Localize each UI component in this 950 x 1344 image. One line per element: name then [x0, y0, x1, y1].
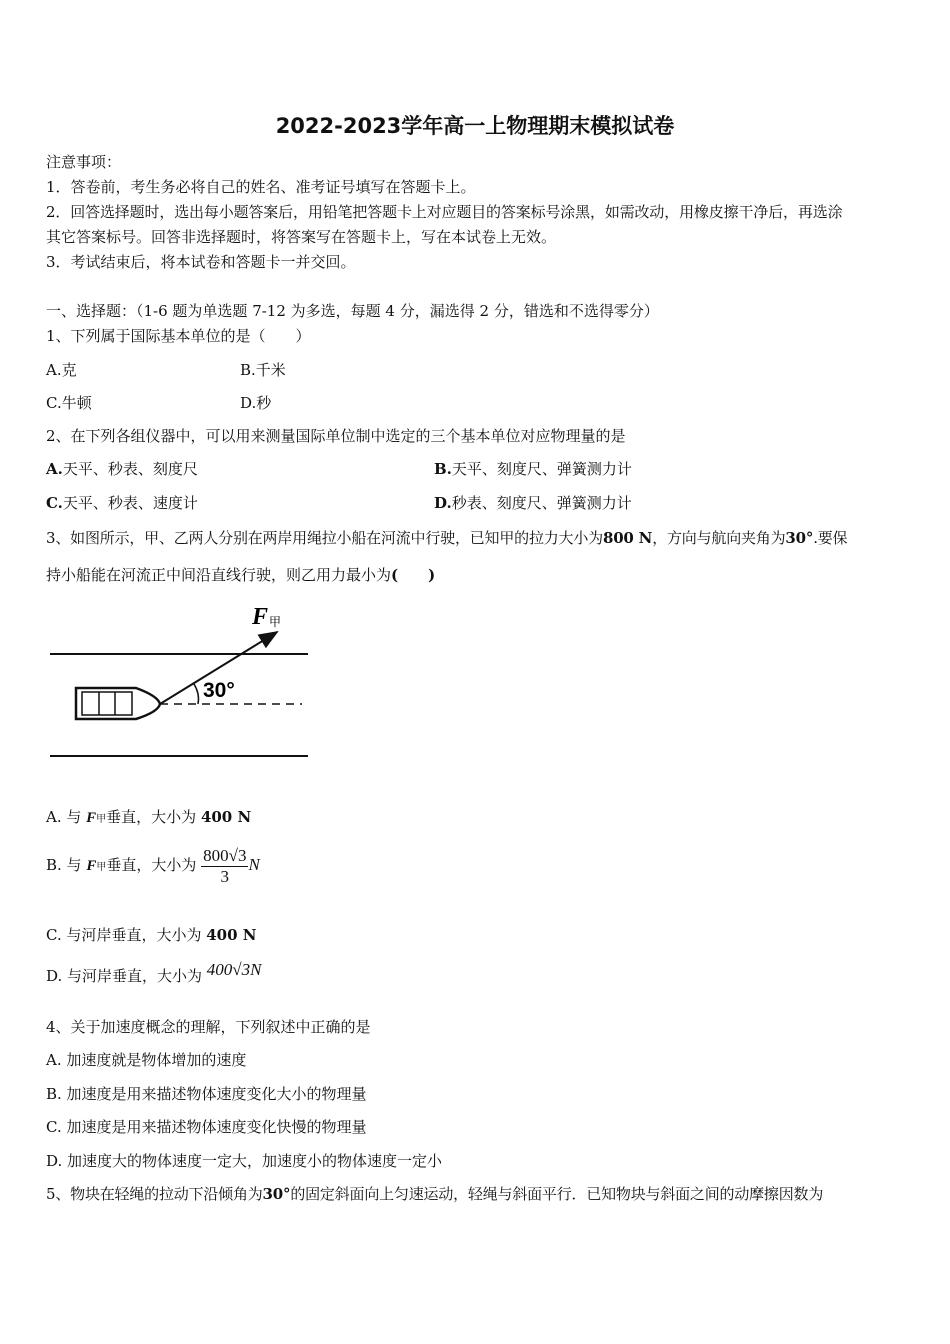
q4-option-a: A. 加速度就是物体增加的速度	[46, 1051, 247, 1069]
q1-option-a: A.克	[46, 361, 77, 379]
q1-option-b: B.千米	[240, 361, 286, 379]
q4-option-d: D. 加速度大的物体速度一定大，加速度小的物体速度一定小	[46, 1152, 443, 1170]
q2-option-d: D.秒表、刻度尺、弹簧测力计	[434, 494, 632, 512]
q4-stem: 4、关于加速度概念的理解，下列叙述中正确的是	[46, 1018, 371, 1036]
notice-item-2-cont: 其它答案标号。回答非选择题时，将答案写在答题卡上，写在本试卷上无效。	[46, 228, 557, 246]
angle-label: 30°	[203, 679, 235, 702]
notice-item-3: 3．考试结束后，将本试卷和答题卡一并交回。	[46, 253, 356, 271]
q1-option-c: C.牛顿	[46, 394, 92, 412]
q5-stem: 5、物块在轻绳的拉动下沿倾角为30°的固定斜面向上匀速运动，轻绳与斜面平行．已知物块与斜面之间的动摩擦因数为	[46, 1185, 824, 1203]
boat-river-diagram	[40, 598, 320, 763]
angle-arc	[194, 684, 199, 704]
q3-option-b: B. 与 F甲垂直，大小为 $\frac{800√3}{3}$ N	[46, 845, 260, 886]
notice-heading: 注意事项：	[46, 153, 122, 171]
q2-option-b: B.天平、刻度尺、弹簧测力计	[434, 460, 632, 478]
q1-stem: 1、下列属于国际基本单位的是（ ）	[46, 327, 311, 345]
force-subscript: 甲	[269, 615, 282, 629]
section-heading: 一、选择题：（1-6 题为单选题 7-12 为多选，每题 4 分，漏选得 2 分，错选和不选得零分）	[46, 302, 659, 320]
q4-option-c: C. 加速度是用来描述物体速度变化快慢的物理量	[46, 1118, 367, 1136]
q3-option-d: D. 与河岸垂直，大小为 400√3N	[46, 960, 262, 985]
q1-option-d: D.秒	[240, 394, 272, 412]
page-title: 2022-2023学年高一上物理期末模拟试卷	[275, 114, 675, 138]
notice-item-1: 1．答卷前，考生务必将自己的姓名、准考证号填写在答题卡上。	[46, 178, 476, 196]
q3-option-c: C. 与河岸垂直，大小为 400 N	[46, 926, 257, 944]
q3-stem-line1: 3、如图所示，甲、乙两人分别在两岸用绳拉小船在河流中行驶，已知甲的拉力大小为800 N，方向与航向夹角为30°.要保	[46, 529, 848, 547]
q2-option-c: C.天平、秒表、速度计	[46, 494, 198, 512]
q3-option-b-fraction: $\frac{800√3}{3}$	[203, 845, 247, 886]
boat	[76, 688, 160, 719]
force-label: F	[252, 604, 269, 630]
notice-item-2: 2．回答选择题时，选出每小题答案后，用铅笔把答题卡上对应题目的答案标号涂黑，如需改动，用橡皮擦干净后，再选涂	[46, 203, 843, 221]
q2-option-a: A.天平、秒表、刻度尺	[46, 460, 198, 478]
q2-stem: 2、在下列各组仪器中，可以用来测量国际单位制中选定的三个基本单位对应物理量的是	[46, 427, 626, 445]
q4-option-b: B. 加速度是用来描述物体速度变化大小的物理量	[46, 1085, 367, 1103]
q3-option-a: A. 与 F甲垂直，大小为 400 N	[46, 808, 252, 826]
q3-stem-line2: 持小船能在河流正中间沿直线行驶，则乙用力最小为( )	[46, 566, 436, 584]
